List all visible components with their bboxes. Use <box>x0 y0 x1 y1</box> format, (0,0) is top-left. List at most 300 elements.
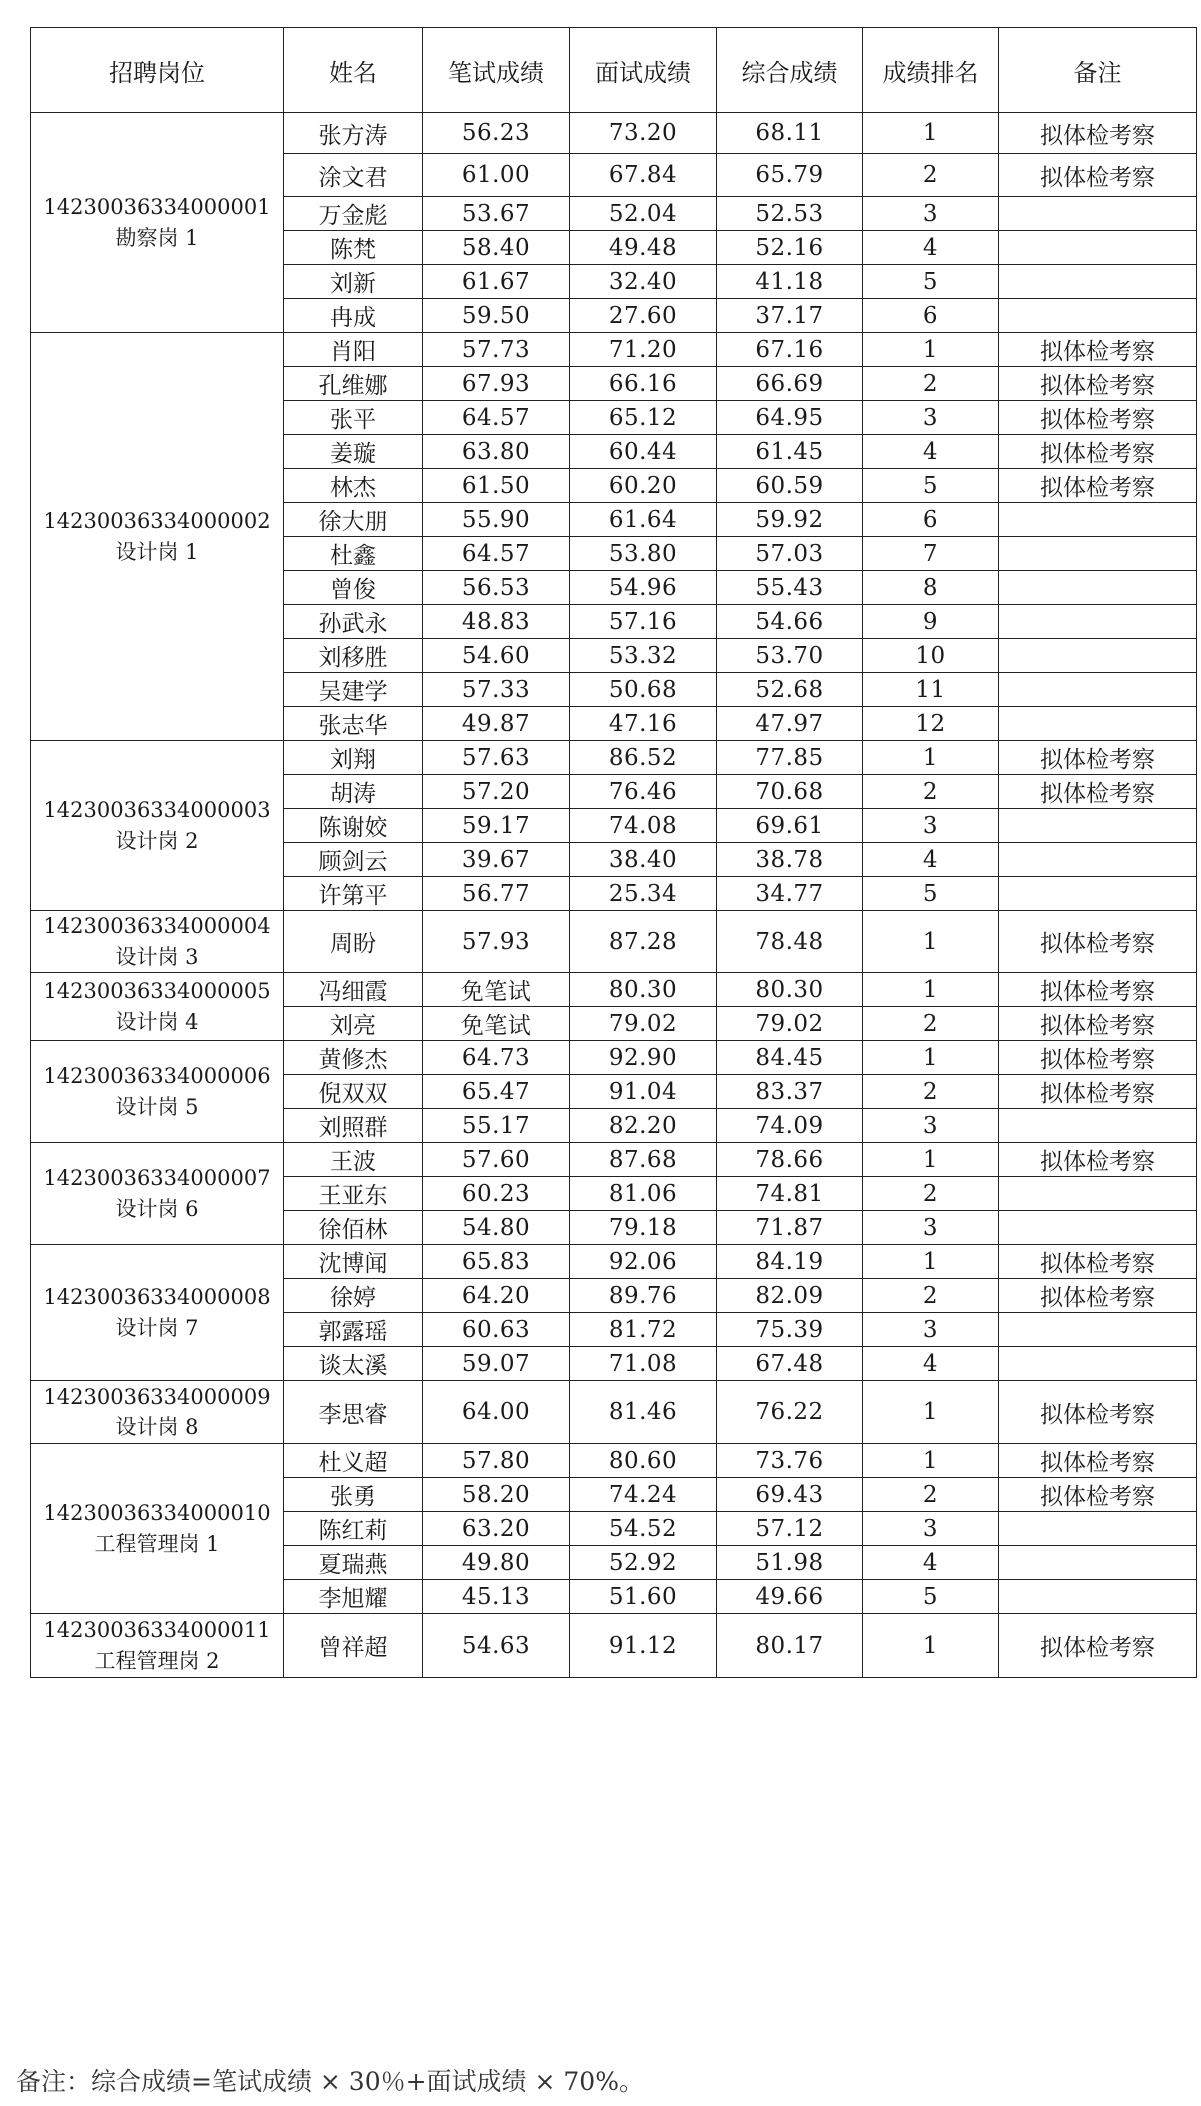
remark-cell <box>999 605 1197 639</box>
remark-cell <box>999 1512 1197 1546</box>
remark-cell: 拟体检考察 <box>999 741 1197 775</box>
total-score-cell: 34.77 <box>717 877 863 911</box>
rank-cell: 11 <box>863 673 999 707</box>
remark-cell: 拟体检考察 <box>999 1245 1197 1279</box>
written-score-cell: 57.20 <box>423 775 570 809</box>
written-score-cell: 60.63 <box>423 1313 570 1347</box>
remark-cell <box>999 299 1197 333</box>
written-score-cell: 57.60 <box>423 1143 570 1177</box>
header-interview-score: 面试成绩 <box>570 28 717 113</box>
rank-cell: 2 <box>863 1007 999 1041</box>
name-cell: 倪双双 <box>284 1075 423 1109</box>
written-score-cell: 60.23 <box>423 1177 570 1211</box>
rank-cell: 1 <box>863 1614 999 1678</box>
header-name: 姓名 <box>284 28 423 113</box>
total-score-cell: 78.48 <box>717 911 863 973</box>
remark-cell <box>999 1177 1197 1211</box>
remark-cell <box>999 537 1197 571</box>
header-post: 招聘岗位 <box>31 28 284 113</box>
name-cell: 张勇 <box>284 1478 423 1512</box>
post-cell <box>31 333 284 741</box>
rank-cell: 12 <box>863 707 999 741</box>
total-score-cell: 64.95 <box>717 401 863 435</box>
post-code: 14230036334000005 <box>43 979 271 1004</box>
written-score-cell: 57.93 <box>423 911 570 973</box>
name-cell: 夏瑞燕 <box>284 1546 423 1580</box>
remark-cell: 拟体检考察 <box>999 1444 1197 1478</box>
remark-cell <box>999 843 1197 877</box>
interview-score-cell: 91.04 <box>570 1075 717 1109</box>
total-score-cell: 65.79 <box>717 154 863 197</box>
interview-score-cell: 25.34 <box>570 877 717 911</box>
name-cell: 曾祥超 <box>284 1614 423 1678</box>
table-row <box>31 1444 1197 1478</box>
footnote: 备注：综合成绩=笔试成绩 × 30％+面试成绩 × 70%。 <box>16 2067 644 2096</box>
rank-cell: 5 <box>863 1580 999 1614</box>
written-score-cell: 57.80 <box>423 1444 570 1478</box>
post-name: 设计岗 4 <box>115 1009 199 1034</box>
post-cell <box>31 1444 284 1614</box>
total-score-cell: 55.43 <box>717 571 863 605</box>
post-cell <box>31 741 284 911</box>
remark-cell: 拟体检考察 <box>999 154 1197 197</box>
written-score-cell: 58.40 <box>423 231 570 265</box>
written-score-cell: 49.87 <box>423 707 570 741</box>
written-score-cell: 63.20 <box>423 1512 570 1546</box>
remark-cell: 拟体检考察 <box>999 1007 1197 1041</box>
post-name: 设计岗 2 <box>115 828 199 853</box>
written-score-cell: 64.00 <box>423 1381 570 1444</box>
remark-cell: 拟体检考察 <box>999 113 1197 154</box>
interview-score-cell: 79.02 <box>570 1007 717 1041</box>
written-score-cell: 64.20 <box>423 1279 570 1313</box>
remark-cell <box>999 639 1197 673</box>
total-score-cell: 79.02 <box>717 1007 863 1041</box>
written-score-cell: 54.63 <box>423 1614 570 1678</box>
written-score-cell: 58.20 <box>423 1478 570 1512</box>
name-cell: 黄修杰 <box>284 1041 423 1075</box>
interview-score-cell: 53.80 <box>570 537 717 571</box>
remark-cell <box>999 265 1197 299</box>
rank-cell: 1 <box>863 911 999 973</box>
post-code: 14230036334000001 <box>43 195 271 220</box>
total-score-cell: 77.85 <box>717 741 863 775</box>
name-cell: 徐大朋 <box>284 503 423 537</box>
total-score-cell: 80.30 <box>717 973 863 1007</box>
post-name: 勘察岗 1 <box>115 225 199 250</box>
name-cell: 徐佰林 <box>284 1211 423 1245</box>
remark-cell <box>999 231 1197 265</box>
total-score-cell: 83.37 <box>717 1075 863 1109</box>
total-score-cell: 52.68 <box>717 673 863 707</box>
name-cell: 李思睿 <box>284 1381 423 1444</box>
name-cell: 曾俊 <box>284 571 423 605</box>
total-score-cell: 76.22 <box>717 1381 863 1444</box>
post-name: 设计岗 7 <box>115 1315 199 1340</box>
remark-cell: 拟体检考察 <box>999 1279 1197 1313</box>
total-score-cell: 78.66 <box>717 1143 863 1177</box>
interview-score-cell: 73.20 <box>570 113 717 154</box>
name-cell: 孔维娜 <box>284 367 423 401</box>
post-code: 14230036334000004 <box>43 914 271 939</box>
post-name: 工程管理岗 2 <box>94 1648 220 1673</box>
rank-cell: 1 <box>863 1041 999 1075</box>
name-cell: 顾剑云 <box>284 843 423 877</box>
written-score-cell: 免笔试 <box>423 973 570 1007</box>
total-score-cell: 67.48 <box>717 1347 863 1381</box>
interview-score-cell: 47.16 <box>570 707 717 741</box>
rank-cell: 1 <box>863 1381 999 1444</box>
total-score-cell: 60.59 <box>717 469 863 503</box>
total-score-cell: 84.45 <box>717 1041 863 1075</box>
written-score-cell: 56.53 <box>423 571 570 605</box>
post-cell <box>31 1381 284 1444</box>
rank-cell: 1 <box>863 741 999 775</box>
written-score-cell: 57.63 <box>423 741 570 775</box>
total-score-cell: 71.87 <box>717 1211 863 1245</box>
name-cell: 冯细霞 <box>284 973 423 1007</box>
name-cell: 肖阳 <box>284 333 423 367</box>
written-score-cell: 48.83 <box>423 605 570 639</box>
interview-score-cell: 66.16 <box>570 367 717 401</box>
table-row <box>31 1614 1197 1678</box>
post-name: 工程管理岗 1 <box>94 1531 220 1556</box>
written-score-cell: 55.90 <box>423 503 570 537</box>
table-row <box>31 911 1197 973</box>
post-cell <box>31 1143 284 1245</box>
remark-cell <box>999 1211 1197 1245</box>
remark-cell: 拟体检考察 <box>999 1478 1197 1512</box>
table-row <box>31 113 1197 154</box>
remark-cell <box>999 571 1197 605</box>
name-cell: 姜璇 <box>284 435 423 469</box>
interview-score-cell: 27.60 <box>570 299 717 333</box>
rank-cell: 3 <box>863 197 999 231</box>
table-row <box>31 333 1197 367</box>
rank-cell: 6 <box>863 503 999 537</box>
rank-cell: 4 <box>863 1546 999 1580</box>
rank-cell: 2 <box>863 1279 999 1313</box>
total-score-cell: 54.66 <box>717 605 863 639</box>
interview-score-cell: 92.90 <box>570 1041 717 1075</box>
post-cell <box>31 1041 284 1143</box>
remark-cell: 拟体检考察 <box>999 469 1197 503</box>
name-cell: 万金彪 <box>284 197 423 231</box>
name-cell: 王亚东 <box>284 1177 423 1211</box>
rank-cell: 6 <box>863 299 999 333</box>
total-score-cell: 57.03 <box>717 537 863 571</box>
name-cell: 涂文君 <box>284 154 423 197</box>
remark-cell <box>999 673 1197 707</box>
interview-score-cell: 38.40 <box>570 843 717 877</box>
post-name: 设计岗 3 <box>115 944 199 969</box>
interview-score-cell: 74.08 <box>570 809 717 843</box>
total-score-cell: 61.45 <box>717 435 863 469</box>
remark-cell: 拟体检考察 <box>999 1075 1197 1109</box>
post-cell <box>31 113 284 333</box>
remark-cell <box>999 1109 1197 1143</box>
name-cell: 陈谢姣 <box>284 809 423 843</box>
interview-score-cell: 87.28 <box>570 911 717 973</box>
interview-score-cell: 71.08 <box>570 1347 717 1381</box>
written-score-cell: 45.13 <box>423 1580 570 1614</box>
table-row <box>31 1041 1197 1075</box>
written-score-cell: 63.80 <box>423 435 570 469</box>
post-code: 14230036334000006 <box>43 1064 271 1089</box>
name-cell: 刘亮 <box>284 1007 423 1041</box>
interview-score-cell: 32.40 <box>570 265 717 299</box>
rank-cell: 3 <box>863 1109 999 1143</box>
post-cell <box>31 1614 284 1678</box>
rank-cell: 5 <box>863 265 999 299</box>
total-score-cell: 84.19 <box>717 1245 863 1279</box>
rank-cell: 2 <box>863 1075 999 1109</box>
written-score-cell: 64.57 <box>423 401 570 435</box>
name-cell: 徐婷 <box>284 1279 423 1313</box>
total-score-cell: 49.66 <box>717 1580 863 1614</box>
interview-score-cell: 74.24 <box>570 1478 717 1512</box>
total-score-cell: 75.39 <box>717 1313 863 1347</box>
total-score-cell: 70.68 <box>717 775 863 809</box>
total-score-cell: 82.09 <box>717 1279 863 1313</box>
header-rank: 成绩排名 <box>863 28 999 113</box>
interview-score-cell: 52.04 <box>570 197 717 231</box>
interview-score-cell: 80.30 <box>570 973 717 1007</box>
written-score-cell: 65.47 <box>423 1075 570 1109</box>
score-table <box>30 27 1197 1678</box>
written-score-cell: 59.07 <box>423 1347 570 1381</box>
interview-score-cell: 51.60 <box>570 1580 717 1614</box>
post-name: 设计岗 1 <box>115 539 199 564</box>
remark-cell: 拟体检考察 <box>999 1381 1197 1444</box>
written-score-cell: 65.83 <box>423 1245 570 1279</box>
rank-cell: 1 <box>863 1143 999 1177</box>
remark-cell: 拟体检考察 <box>999 333 1197 367</box>
interview-score-cell: 60.20 <box>570 469 717 503</box>
total-score-cell: 38.78 <box>717 843 863 877</box>
post-code: 14230036334000008 <box>43 1285 271 1310</box>
header-written-score: 笔试成绩 <box>423 28 570 113</box>
interview-score-cell: 81.72 <box>570 1313 717 1347</box>
table-row <box>31 1143 1197 1177</box>
total-score-cell: 73.76 <box>717 1444 863 1478</box>
total-score-cell: 59.92 <box>717 503 863 537</box>
interview-score-cell: 81.06 <box>570 1177 717 1211</box>
written-score-cell: 39.67 <box>423 843 570 877</box>
header-row <box>31 28 1197 113</box>
remark-cell <box>999 1313 1197 1347</box>
written-score-cell: 54.60 <box>423 639 570 673</box>
written-score-cell: 56.77 <box>423 877 570 911</box>
written-score-cell: 55.17 <box>423 1109 570 1143</box>
remark-cell: 拟体检考察 <box>999 1041 1197 1075</box>
remark-cell: 拟体检考察 <box>999 1614 1197 1678</box>
post-code: 14230036334000007 <box>43 1166 271 1191</box>
rank-cell: 3 <box>863 809 999 843</box>
name-cell: 张志华 <box>284 707 423 741</box>
post-cell <box>31 911 284 973</box>
written-score-cell: 61.00 <box>423 154 570 197</box>
interview-score-cell: 89.76 <box>570 1279 717 1313</box>
total-score-cell: 68.11 <box>717 113 863 154</box>
name-cell: 吴建学 <box>284 673 423 707</box>
name-cell: 胡涛 <box>284 775 423 809</box>
remark-cell: 拟体检考察 <box>999 775 1197 809</box>
written-score-cell: 64.73 <box>423 1041 570 1075</box>
header-total-score: 综合成绩 <box>717 28 863 113</box>
name-cell: 王波 <box>284 1143 423 1177</box>
rank-cell: 9 <box>863 605 999 639</box>
remark-cell: 拟体检考察 <box>999 911 1197 973</box>
table-row <box>31 973 1197 1007</box>
written-score-cell: 49.80 <box>423 1546 570 1580</box>
interview-score-cell: 81.46 <box>570 1381 717 1444</box>
rank-cell: 5 <box>863 469 999 503</box>
written-score-cell: 53.67 <box>423 197 570 231</box>
written-score-cell: 59.50 <box>423 299 570 333</box>
written-score-cell: 56.23 <box>423 113 570 154</box>
rank-cell: 4 <box>863 1347 999 1381</box>
total-score-cell: 51.98 <box>717 1546 863 1580</box>
name-cell: 林杰 <box>284 469 423 503</box>
rank-cell: 2 <box>863 154 999 197</box>
remark-cell <box>999 1580 1197 1614</box>
remark-cell: 拟体检考察 <box>999 435 1197 469</box>
interview-score-cell: 60.44 <box>570 435 717 469</box>
remark-cell <box>999 707 1197 741</box>
total-score-cell: 74.81 <box>717 1177 863 1211</box>
interview-score-cell: 92.06 <box>570 1245 717 1279</box>
interview-score-cell: 52.92 <box>570 1546 717 1580</box>
post-code: 14230036334000010 <box>43 1501 271 1526</box>
interview-score-cell: 50.68 <box>570 673 717 707</box>
rank-cell: 3 <box>863 1512 999 1546</box>
name-cell: 刘移胜 <box>284 639 423 673</box>
rank-cell: 7 <box>863 537 999 571</box>
total-score-cell: 53.70 <box>717 639 863 673</box>
remark-cell <box>999 1546 1197 1580</box>
rank-cell: 10 <box>863 639 999 673</box>
post-code: 14230036334000009 <box>43 1384 271 1409</box>
name-cell: 刘照群 <box>284 1109 423 1143</box>
total-score-cell: 47.97 <box>717 707 863 741</box>
name-cell: 杜鑫 <box>284 537 423 571</box>
table-row <box>31 1245 1197 1279</box>
interview-score-cell: 86.52 <box>570 741 717 775</box>
remark-cell <box>999 503 1197 537</box>
written-score-cell: 54.80 <box>423 1211 570 1245</box>
remark-cell <box>999 1347 1197 1381</box>
interview-score-cell: 80.60 <box>570 1444 717 1478</box>
name-cell: 刘翔 <box>284 741 423 775</box>
interview-score-cell: 76.46 <box>570 775 717 809</box>
remark-cell <box>999 809 1197 843</box>
name-cell: 周盼 <box>284 911 423 973</box>
name-cell: 张平 <box>284 401 423 435</box>
total-score-cell: 74.09 <box>717 1109 863 1143</box>
interview-score-cell: 65.12 <box>570 401 717 435</box>
rank-cell: 1 <box>863 1444 999 1478</box>
rank-cell: 4 <box>863 435 999 469</box>
rank-cell: 8 <box>863 571 999 605</box>
total-score-cell: 69.61 <box>717 809 863 843</box>
name-cell: 冉成 <box>284 299 423 333</box>
interview-score-cell: 49.48 <box>570 231 717 265</box>
rank-cell: 2 <box>863 1177 999 1211</box>
interview-score-cell: 57.16 <box>570 605 717 639</box>
rank-cell: 3 <box>863 1211 999 1245</box>
remark-cell: 拟体检考察 <box>999 973 1197 1007</box>
remark-cell: 拟体检考察 <box>999 401 1197 435</box>
written-score-cell: 64.57 <box>423 537 570 571</box>
interview-score-cell: 61.64 <box>570 503 717 537</box>
interview-score-cell: 53.32 <box>570 639 717 673</box>
header-remark: 备注 <box>999 28 1197 113</box>
total-score-cell: 69.43 <box>717 1478 863 1512</box>
post-code: 14230036334000003 <box>43 798 271 823</box>
table-row <box>31 1381 1197 1444</box>
written-score-cell: 59.17 <box>423 809 570 843</box>
post-cell <box>31 1245 284 1381</box>
rank-cell: 1 <box>863 1245 999 1279</box>
total-score-cell: 37.17 <box>717 299 863 333</box>
name-cell: 许第平 <box>284 877 423 911</box>
post-cell <box>31 973 284 1041</box>
post-code: 14230036334000011 <box>43 1618 271 1643</box>
rank-cell: 5 <box>863 877 999 911</box>
remark-cell: 拟体检考察 <box>999 367 1197 401</box>
rank-cell: 3 <box>863 1313 999 1347</box>
written-score-cell: 免笔试 <box>423 1007 570 1041</box>
name-cell: 孙武永 <box>284 605 423 639</box>
rank-cell: 4 <box>863 843 999 877</box>
remark-cell <box>999 877 1197 911</box>
total-score-cell: 52.53 <box>717 197 863 231</box>
name-cell: 陈红莉 <box>284 1512 423 1546</box>
interview-score-cell: 87.68 <box>570 1143 717 1177</box>
remark-cell: 拟体检考察 <box>999 1143 1197 1177</box>
written-score-cell: 61.67 <box>423 265 570 299</box>
table-body <box>31 113 1197 1678</box>
name-cell: 谈太溪 <box>284 1347 423 1381</box>
interview-score-cell: 82.20 <box>570 1109 717 1143</box>
rank-cell: 2 <box>863 775 999 809</box>
name-cell: 郭露瑶 <box>284 1313 423 1347</box>
interview-score-cell: 79.18 <box>570 1211 717 1245</box>
total-score-cell: 41.18 <box>717 265 863 299</box>
written-score-cell: 57.33 <box>423 673 570 707</box>
name-cell: 沈博闻 <box>284 1245 423 1279</box>
written-score-cell: 57.73 <box>423 333 570 367</box>
interview-score-cell: 54.52 <box>570 1512 717 1546</box>
rank-cell: 1 <box>863 333 999 367</box>
rank-cell: 4 <box>863 231 999 265</box>
rank-cell: 3 <box>863 401 999 435</box>
total-score-cell: 57.12 <box>717 1512 863 1546</box>
interview-score-cell: 67.84 <box>570 154 717 197</box>
remark-cell <box>999 197 1197 231</box>
name-cell: 张方涛 <box>284 113 423 154</box>
name-cell: 杜义超 <box>284 1444 423 1478</box>
interview-score-cell: 71.20 <box>570 333 717 367</box>
table-row <box>31 741 1197 775</box>
interview-score-cell: 54.96 <box>570 571 717 605</box>
written-score-cell: 61.50 <box>423 469 570 503</box>
post-code: 14230036334000002 <box>43 509 271 534</box>
total-score-cell: 52.16 <box>717 231 863 265</box>
rank-cell: 1 <box>863 113 999 154</box>
rank-cell: 1 <box>863 973 999 1007</box>
